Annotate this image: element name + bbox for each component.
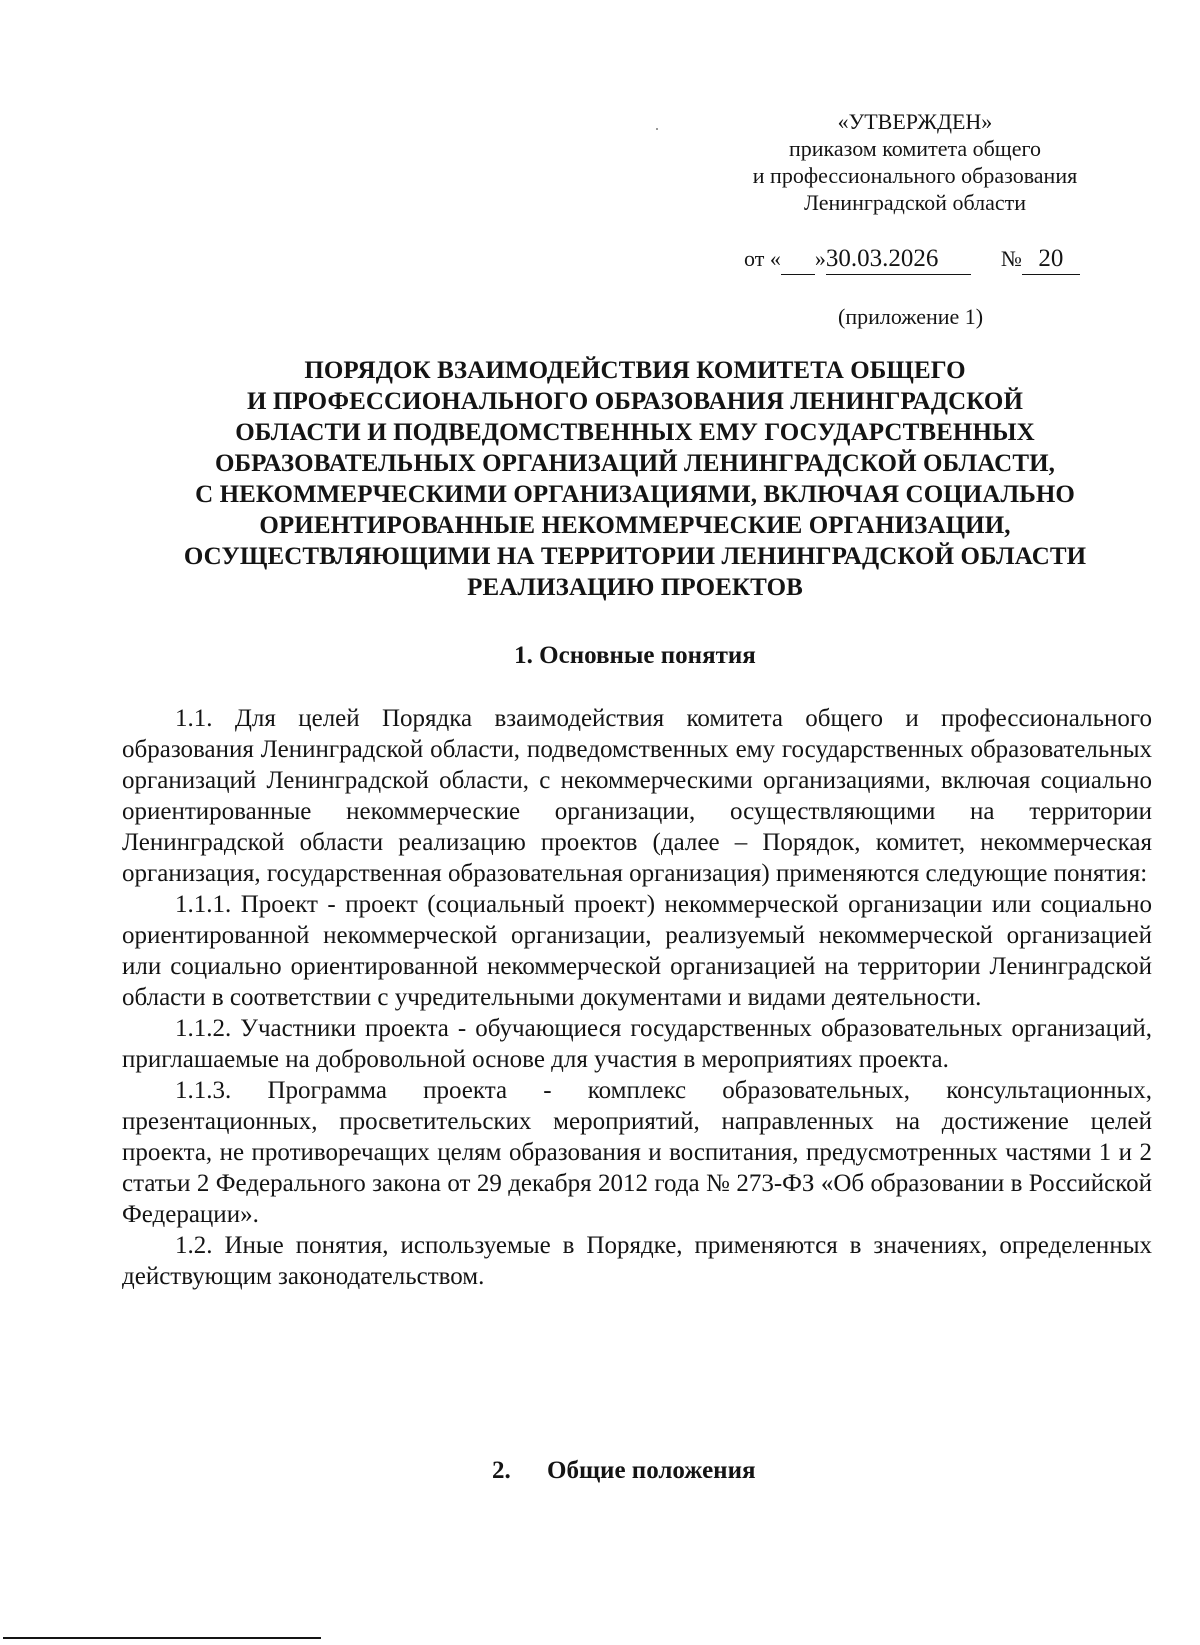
approval-line: и профессионального образования (752, 163, 1078, 188)
section-2-title: Общие положения (547, 1457, 756, 1484)
order-date-number-line (744, 243, 1080, 275)
order-quote-close: » (814, 246, 826, 271)
order-day-blank (781, 243, 815, 275)
paragraph-1-2: 1.2. Иные понятия, используемые в Порядке, применяются в значениях, определенных действующим законодательством. (122, 1232, 1152, 1290)
order-date: 30.03.2026 (826, 243, 971, 275)
title-line: ОРИЕНТИРОВАННЫЕ НЕКОММЕРЧЕСКИЕ ОРГАНИЗАЦИИ, (259, 512, 1011, 539)
paragraph-1-1-2: 1.1.2. Участники проекта - обучающиеся государственных образовательных организаций, приглашаемые на добровольной основе для участия в мероприятиях проекта. (122, 1015, 1152, 1073)
order-date-prefix: от « (744, 246, 781, 271)
section-1-body (122, 703, 1152, 1292)
scan-speck (656, 128, 658, 130)
order-number-sign: № (1000, 246, 1022, 271)
document-title (120, 355, 1150, 603)
section-2-number: 2. (492, 1457, 511, 1484)
paragraph-1-1-1: 1.1.1. Проект - проект (социальный проект) некоммерческой организации или социально ориентированной некоммерческой организации, реализуемый некоммерческой организацией или социально ориентированной некоммерческой организацией на территории Ленинградской области в соответствии с учредительными документами и видами деятельности. (122, 891, 1152, 1011)
section-1-heading: 1. Основные понятия (514, 642, 756, 669)
approval-line: Ленинградской области (804, 190, 1026, 215)
approval-stamp-block (700, 108, 1130, 216)
title-line: ОСУЩЕСТВЛЯЮЩИМИ НА ТЕРРИТОРИИ ЛЕНИНГРАДСКОЙ ОБЛАСТИ (183, 543, 1087, 570)
annex-label: (приложение 1) (838, 304, 984, 329)
order-number: 20 (1022, 243, 1080, 275)
approval-line: приказом комитета общего (789, 136, 1041, 161)
approval-line: «УТВЕРЖДЕН» (837, 109, 993, 134)
paragraph-1-1-3: 1.1.3. Программа проекта - комплекс образовательных, консультационных, презентационных, просветительских мероприятий, направленных на достижение целей проекта, не противоречащих целям образования и воспитания, предусмотренных частями 1 и 2 статьи 2 Федерального закона от 29 декабря 2012 года № 273-ФЗ «Об образовании в Российской Федерации». (122, 1077, 1152, 1228)
title-line: ОБЛАСТИ И ПОДВЕДОМСТВЕННЫХ ЕМУ ГОСУДАРСТВЕННЫХ (235, 419, 1035, 446)
footnote-separator (3, 1637, 321, 1639)
section-2-heading (492, 1455, 756, 1486)
title-line: И ПРОФЕССИОНАЛЬНОГО ОБРАЗОВАНИЯ ЛЕНИНГРАДСКОЙ (247, 388, 1023, 415)
title-line: С НЕКОММЕРЧЕСКИМИ ОРГАНИЗАЦИЯМИ, ВКЛЮЧАЯ СОЦИАЛЬНО (195, 481, 1075, 508)
title-line: ПОРЯДОК ВЗАИМОДЕЙСТВИЯ КОМИТЕТА ОБЩЕГО (304, 357, 966, 384)
paragraph-1-1: 1.1. Для целей Порядка взаимодействия комитета общего и профессионального образования Ленинградской области, подведомственных ему государственных образовательных организаций Ленинградской области, с некоммерческими организациями, включая социально ориентированные некоммерческие организации, осуществляющими на территории Ленинградской области реализацию проектов (далее – Порядок, комитет, некоммерческая организация, государственная образовательная организация) применяются следующие понятия: (122, 705, 1152, 887)
title-line: ОБРАЗОВАТЕЛЬНЫХ ОРГАНИЗАЦИЙ ЛЕНИНГРАДСКОЙ ОБЛАСТИ, (214, 450, 1056, 477)
title-line: РЕАЛИЗАЦИЮ ПРОЕКТОВ (467, 574, 803, 601)
